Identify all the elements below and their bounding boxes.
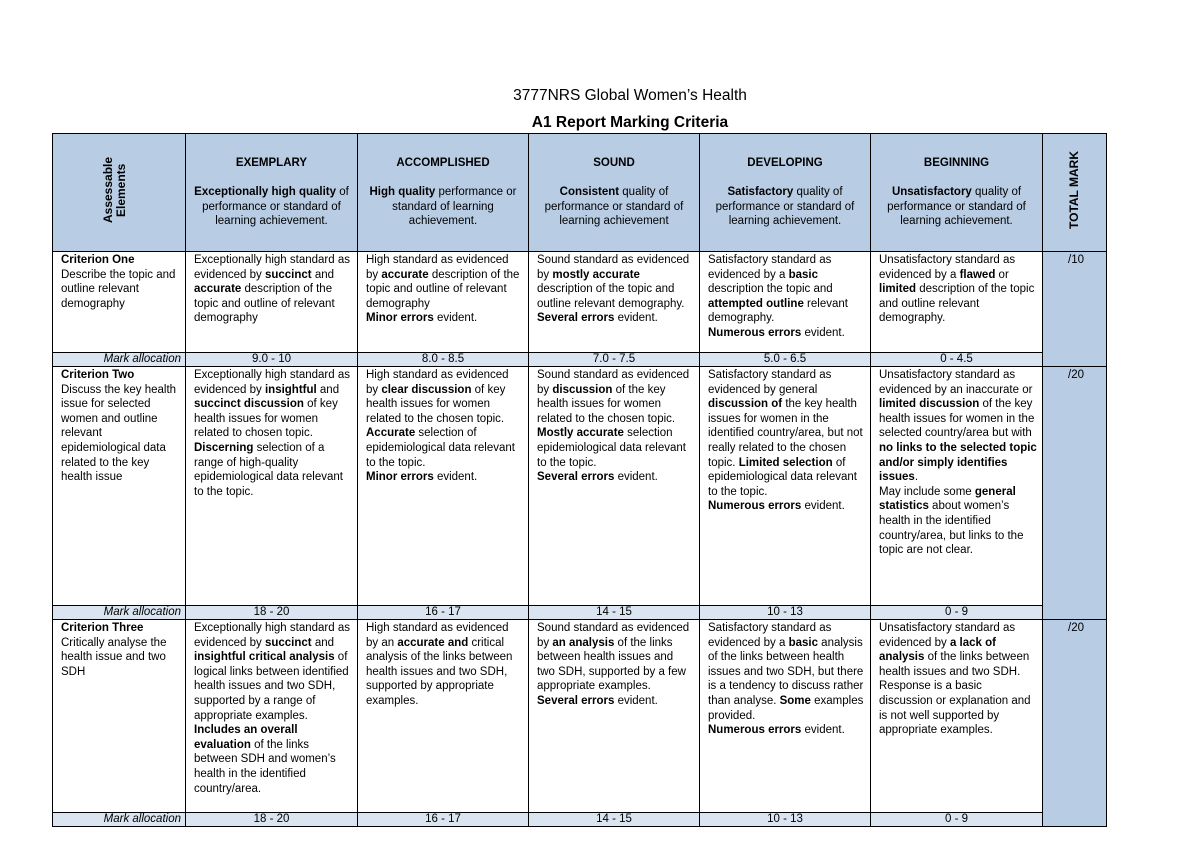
page-title: 3777NRS Global Women’s Health [513, 87, 747, 104]
mark-allocation-range: 10 - 13 [700, 606, 871, 620]
descriptor-emphasis: an analysis [552, 636, 615, 649]
descriptor-emphasis: Some [779, 694, 811, 707]
mark-allocation-row [53, 606, 1107, 620]
level-header-developing [700, 134, 871, 252]
descriptor-emphasis: Numerous errors [708, 326, 802, 339]
level-desc-strong: Satisfactory [727, 185, 794, 198]
descriptor-cell [358, 252, 529, 353]
descriptor-emphasis: Several errors [537, 471, 615, 484]
descriptor-text: High standard as evidenced by an [366, 622, 509, 649]
level-desc: quality of performance or standard of learning achievement [544, 185, 684, 228]
descriptor-cell [358, 367, 529, 606]
descriptor-emphasis: Minor errors [366, 471, 434, 484]
descriptor-cell [186, 367, 358, 606]
descriptor-text: critical analysis of the links between health issues and two SDH, supported by appropriate examples. [366, 636, 513, 707]
descriptor-emphasis: Several errors [537, 312, 615, 325]
descriptor-cell [529, 620, 700, 813]
mark-allocation-range: 14 - 15 [529, 606, 700, 620]
descriptor-emphasis: Discerning [194, 441, 254, 454]
level-header-accomplished [358, 134, 529, 252]
descriptor-text: Unsatisfactory standard as evidenced by a [879, 254, 1016, 281]
descriptor-cell [871, 252, 1043, 353]
descriptor-emphasis: general statistics [879, 485, 1016, 513]
mark-allocation-range: 16 - 17 [358, 606, 529, 620]
descriptor-emphasis: accurate [381, 268, 429, 281]
descriptor-text: evident. [801, 326, 845, 339]
descriptor-text: and [311, 268, 335, 281]
criterion-description: Describe the topic and outline relevant demography [61, 268, 176, 310]
criterion-title: Criterion Three [61, 622, 144, 634]
mark-allocation-range: 5.0 - 6.5 [700, 353, 871, 367]
descriptor-text: of the key health issues for women related to the chosen topic. [537, 383, 676, 425]
criterion-row [53, 252, 1107, 353]
descriptor-text: of the links between SDH and women’s health in the identified country/area. [194, 738, 336, 795]
level-name: DEVELOPING [747, 157, 823, 170]
descriptor-text: Sound standard as evidenced by [537, 254, 690, 281]
mark-allocation-range: 18 - 20 [186, 606, 358, 620]
level-name: ACCOMPLISHED [396, 157, 490, 170]
criterion-description: Critically analyse the health issue and two SDH [61, 636, 167, 678]
descriptor-emphasis: discussion [552, 383, 613, 396]
descriptor-text: of the key health issues for women in the selected country/area but with [879, 398, 1035, 440]
descriptor-emphasis: insightful [264, 383, 317, 396]
mark-allocation-row [53, 353, 1107, 367]
level-name: EXEMPLARY [235, 157, 308, 170]
descriptor-text: of the links between health issues and two SDH, supported by a few appropriate examples. [537, 636, 686, 693]
descriptor-cell [358, 620, 529, 813]
descriptor-text: and [311, 636, 335, 649]
descriptor-text: Satisfactory standard as evidenced by a [708, 254, 832, 281]
criterion-title: Criterion Two [61, 369, 135, 381]
descriptor-cell [529, 252, 700, 353]
descriptor-text: of key health issues for women related to chosen topic. [194, 398, 338, 440]
criterion-title: Criterion One [61, 254, 135, 266]
descriptor-emphasis: Numerous errors [708, 724, 802, 737]
descriptor-cell [700, 620, 871, 813]
level-desc: quality of performance or standard of learning achievement. [715, 185, 855, 228]
descriptor-text: description of the topic and outline of relevant demography [194, 283, 335, 325]
descriptor-emphasis: succinct [264, 268, 312, 281]
descriptor-emphasis: succinct [264, 636, 312, 649]
assessable-elements-header [53, 134, 186, 252]
descriptor-cell [700, 252, 871, 353]
page-subtitle: A1 Report Marking Criteria [531, 114, 729, 131]
descriptor-text: Sound standard as evidenced by [537, 369, 690, 396]
descriptor-emphasis: Mostly accurate [537, 427, 624, 440]
mark-allocation-range: 0 - 9 [871, 606, 1043, 620]
level-header-beginning [871, 134, 1043, 252]
descriptor-text: evident. [801, 724, 845, 737]
descriptor-emphasis: Minor errors [366, 312, 434, 325]
descriptor-text: Satisfactory standard as evidenced by a [708, 622, 832, 649]
descriptor-text: evident. [614, 694, 658, 707]
descriptor-text: High standard as evidenced by [366, 254, 509, 281]
descriptor-text: evident. [614, 312, 658, 325]
level-name: BEGINNING [923, 157, 990, 170]
header-row [53, 134, 1107, 252]
level-desc: performance or standard of learning achievement. [392, 185, 517, 228]
criterion-cell [53, 620, 186, 813]
descriptor-emphasis: basic [788, 636, 818, 649]
mark-allocation-label: Mark allocation [53, 353, 186, 367]
total-mark-value: /20 [1068, 369, 1084, 381]
criterion-cell [53, 367, 186, 606]
descriptor-text: relevant demography. [708, 297, 848, 325]
criterion-description: Discuss the key health issue for selected women and outline relevant epidemiological data related to the key health issue [61, 383, 177, 484]
mark-allocation-range: 16 - 17 [358, 813, 529, 827]
mark-allocation-label: Mark allocation [53, 606, 186, 620]
mark-allocation-range: 7.0 - 7.5 [529, 353, 700, 367]
descriptor-emphasis: flawed [959, 268, 996, 281]
total-mark-value: /20 [1068, 622, 1084, 634]
assessable-elements-label: Assessable Elements [101, 157, 128, 224]
level-desc-strong: Consistent [559, 185, 620, 198]
mark-allocation-range: 9.0 - 10 [186, 353, 358, 367]
level-header-sound [529, 134, 700, 252]
descriptor-emphasis: Accurate [366, 427, 416, 440]
descriptor-text: High standard as evidenced by [366, 369, 509, 396]
descriptor-text: selection of epidemiological data relevant to the topic. [366, 427, 515, 469]
mark-allocation-range: 8.0 - 8.5 [358, 353, 529, 367]
mark-allocation-range: 14 - 15 [529, 813, 700, 827]
descriptor-text: . May include some [879, 471, 975, 498]
mark-allocation-range: 0 - 9 [871, 813, 1043, 827]
total-mark-cell [1043, 252, 1107, 367]
descriptor-cell [700, 367, 871, 606]
descriptor-text: analysis of the links between health issues and two SDH, but there is a tendency to discuss rather than analyse. [708, 636, 864, 707]
descriptor-text: description the topic and [708, 283, 833, 296]
descriptor-text: Sound standard as evidenced by [537, 622, 690, 649]
descriptor-text: evident. [801, 500, 845, 513]
descriptor-emphasis: limited discussion [879, 398, 980, 411]
descriptor-text: description of the topic and outline relevant demography. [879, 283, 1035, 325]
descriptor-text: evident. [433, 312, 478, 325]
descriptor-text: Satisfactory standard as evidenced by general [708, 369, 832, 396]
descriptor-cell [871, 620, 1043, 813]
descriptor-text: Unsatisfactory standard as evidenced by an inaccurate or [879, 369, 1033, 396]
mark-allocation-range: 18 - 20 [186, 813, 358, 827]
total-mark-cell [1043, 367, 1107, 620]
descriptor-emphasis: limited [879, 283, 917, 296]
total-mark-cell [1043, 620, 1107, 827]
descriptor-emphasis: insightful critical analysis [194, 651, 335, 664]
level-name: SOUND [593, 157, 635, 170]
descriptor-text: selection of a range of high-quality epidemiological data relevant to the topic. [194, 441, 343, 498]
descriptor-emphasis: accurate [194, 283, 242, 296]
descriptor-emphasis: no links to the selected topic and/or simply identifies issues [879, 441, 1037, 484]
descriptor-cell [529, 367, 700, 606]
descriptor-emphasis: succinct discussion [194, 398, 304, 411]
descriptor-text: about women’s health in the identified country/area, but links to the topic are not clear. [879, 500, 1024, 557]
descriptor-emphasis: a lack of analysis [879, 636, 996, 664]
criterion-cell [53, 252, 186, 353]
descriptor-text: Exceptionally high standard as evidenced by [194, 369, 350, 396]
descriptor-emphasis: accurate and [397, 636, 469, 649]
descriptor-emphasis: attempted outline [708, 297, 804, 310]
descriptor-emphasis: basic [788, 268, 818, 281]
descriptor-text: evident. [614, 471, 658, 484]
descriptor-emphasis: discussion of [708, 398, 783, 411]
descriptor-text: Exceptionally high standard as evidenced by [194, 254, 350, 281]
level-desc-strong: Unsatisfactory [891, 185, 972, 198]
descriptor-emphasis: Includes an overall evaluation [194, 724, 298, 751]
mark-allocation-label: Mark allocation [53, 813, 186, 827]
descriptor-emphasis: clear discussion [381, 383, 472, 396]
mark-allocation-range: 0 - 4.5 [871, 353, 1043, 367]
descriptor-text: selection epidemiological data relevant to the topic. [537, 427, 686, 469]
descriptor-text: the key health issues for women in the identified country/area, but not really related to the chosen topic. [708, 398, 863, 469]
level-header-exemplary [186, 134, 358, 252]
level-desc: of performance or standard of learning achievement. [202, 185, 349, 228]
marking-rubric-table [52, 133, 1107, 827]
descriptor-text: description of the topic and outline relevant demography. [537, 283, 685, 310]
level-desc-strong: Exceptionally high quality [194, 185, 337, 198]
descriptor-emphasis: Numerous errors [708, 500, 802, 513]
descriptor-text: of logical links between identified health issues and two SDH, supported by a range of appropriate examples. [194, 651, 349, 722]
criterion-row [53, 367, 1107, 606]
descriptor-text: evident. [433, 471, 478, 484]
level-desc-strong: High quality [369, 185, 436, 198]
mark-allocation-row [53, 813, 1107, 827]
mark-allocation-range: 10 - 13 [700, 813, 871, 827]
descriptor-text: Exceptionally high standard as evidenced by [194, 622, 350, 649]
total-mark-value: /10 [1068, 254, 1084, 266]
descriptor-cell [186, 252, 358, 353]
descriptor-cell [871, 367, 1043, 606]
descriptor-emphasis: Several errors [537, 694, 615, 707]
criterion-row [53, 620, 1107, 813]
descriptor-text: examples provided. [708, 694, 864, 722]
descriptor-text: of key health issues for women related to the chosen topic. [366, 383, 506, 425]
level-desc: quality of performance or standard of learning achievement. [887, 185, 1026, 228]
descriptor-text: and [316, 383, 340, 396]
descriptor-text: of the links between health issues and two SDH. Response is a basic discussion or explanation and is not well supported by appropriate examples. [879, 651, 1031, 737]
descriptor-text: or [995, 268, 1009, 281]
descriptor-emphasis: Limited selection [738, 456, 833, 469]
descriptor-cell [186, 620, 358, 813]
descriptor-text: description of the topic and outline of relevant demography [366, 268, 520, 310]
descriptor-text: of epidemiological data relevant to the topic. [708, 456, 857, 498]
total-mark-header [1043, 134, 1107, 252]
descriptor-emphasis: mostly accurate [552, 268, 640, 281]
total-mark-label: TOTAL MARK [1067, 151, 1081, 230]
descriptor-text: Unsatisfactory standard as evidenced by [879, 622, 1016, 649]
